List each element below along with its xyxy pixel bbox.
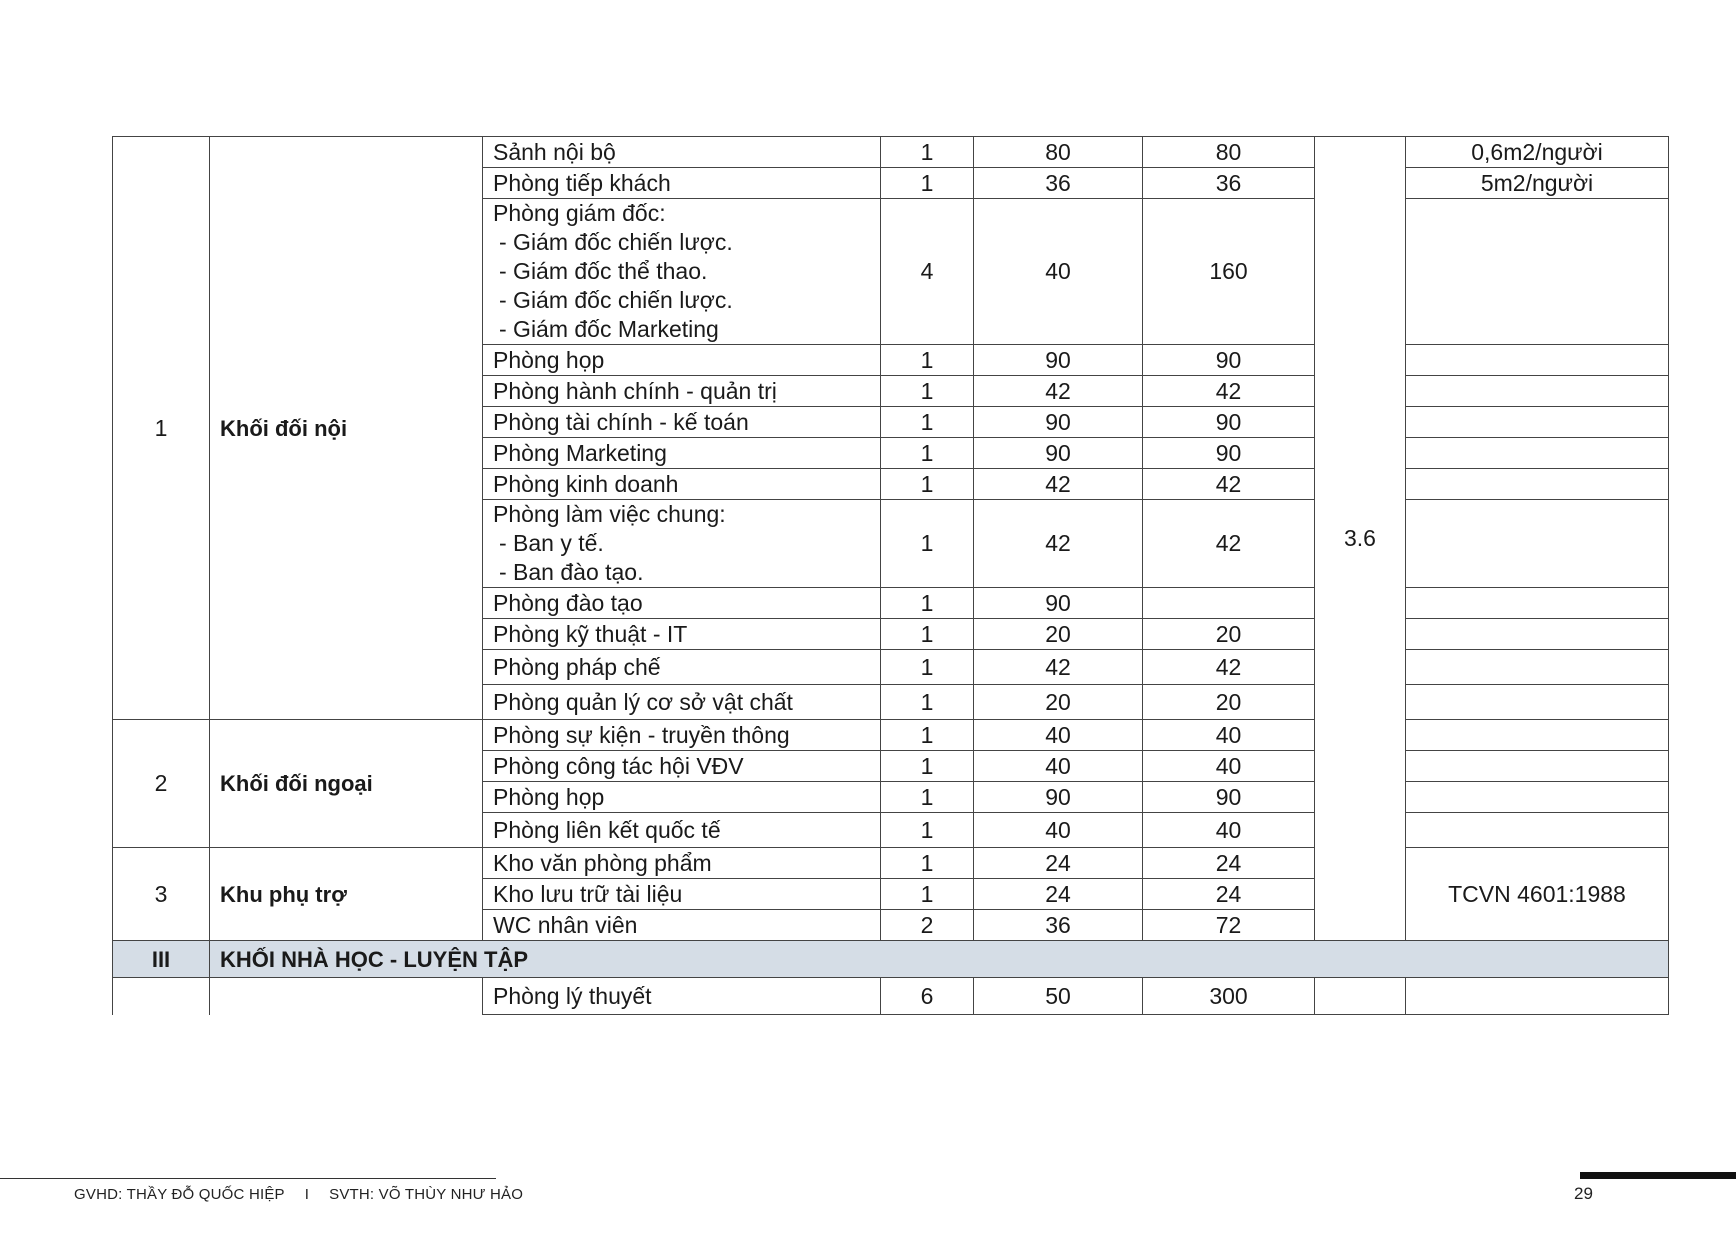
room-sub-item: - Ban đào tạo. [499,559,644,585]
room-name [483,407,881,438]
room-name-text: Phòng tài chính - kế toán [493,408,749,435]
room-name [483,588,881,619]
room-quantity: 2 [881,910,974,941]
table-body [113,137,1669,1015]
room-name-text: Phòng pháp chế [493,653,661,680]
room-note [1406,199,1669,345]
footer-advisor: GVHD: THẦY ĐỖ QUỐC HIỆP [74,1186,285,1203]
room-total-area: 24 [1143,848,1315,879]
room-total-area: 90 [1143,407,1315,438]
room-note [1406,813,1669,848]
room-quantity: 6 [881,978,974,1015]
room-quantity: 1 [881,376,974,407]
room-total-area: 42 [1143,376,1315,407]
room-name-text: Phòng sự kiện - truyền thông [493,721,790,748]
room-name [483,199,881,345]
room-total-area: 42 [1143,650,1315,685]
room-total-area: 40 [1143,813,1315,848]
room-note [1406,650,1669,685]
room-quantity: 1 [881,500,974,588]
table-row [113,137,1669,168]
room-name-text: Phòng tiếp khách [493,169,671,196]
room-area: 90 [974,407,1143,438]
room-area: 40 [974,720,1143,751]
room-note [1406,588,1669,619]
room-quantity: 1 [881,619,974,650]
room-name [483,469,881,500]
room-name-text: Phòng làm việc chung: [493,501,726,527]
room-name [483,137,881,168]
room-name [483,376,881,407]
room-name [483,879,881,910]
room-name-text: Phòng họp [493,783,605,810]
room-area: 42 [974,376,1143,407]
room-note [1406,345,1669,376]
room-total-area: 90 [1143,345,1315,376]
room-name-text: Kho văn phòng phẩm [493,849,712,876]
room-total-area: 24 [1143,879,1315,910]
room-total-area: 42 [1143,469,1315,500]
room-quantity: 1 [881,813,974,848]
room-note [1406,376,1669,407]
room-total-area: 36 [1143,168,1315,199]
room-name-text: Phòng hành chính - quản trị [493,377,777,404]
room-name-text: Phòng giám đốc: [493,200,666,226]
room-quantity: 1 [881,650,974,685]
group-name: Khối đối ngoại [210,720,483,848]
room-note: 5m2/người [1406,168,1669,199]
room-name: Phòng lý thuyết [483,978,881,1015]
room-name [483,848,881,879]
room-name-text: Phòng đào tạo [493,589,643,616]
room-sub-item: - Giám đốc thể thao. [499,258,708,284]
space-program-table [112,136,1669,1015]
room-area: 24 [974,879,1143,910]
room-name [483,345,881,376]
room-area: 90 [974,588,1143,619]
footer-credits [74,1186,523,1203]
room-name [483,438,881,469]
room-name-text: WC nhân viên [493,911,638,938]
room-name [483,782,881,813]
room-area: 40 [974,751,1143,782]
room-area: 42 [974,650,1143,685]
room-area: 40 [974,813,1143,848]
room-quantity: 1 [881,685,974,720]
section-title: KHỐI NHÀ HỌC - LUYỆN TẬP [210,941,1669,978]
room-name [483,685,881,720]
room-name [483,619,881,650]
room-total-area: 20 [1143,619,1315,650]
group-number: 3 [113,848,210,941]
room-area: 42 [974,469,1143,500]
room-total-area: 40 [1143,720,1315,751]
footer-accent-bar [1580,1172,1736,1179]
group-note: TCVN 4601:1988 [1406,848,1669,941]
room-note [1406,438,1669,469]
room-quantity: 1 [881,168,974,199]
room-area: 50 [974,978,1143,1015]
room-total-area: 300 [1143,978,1315,1015]
section-row [113,941,1669,978]
room-name [483,720,881,751]
room-note [1406,978,1669,1015]
room-note [1406,751,1669,782]
room-name-text: Phòng họp [493,346,605,373]
room-name-text: Phòng quản lý cơ sở vật chất [493,688,793,715]
group-name [210,978,483,1015]
room-total-area: 40 [1143,751,1315,782]
room-quantity: 1 [881,345,974,376]
room-total-area: 90 [1143,438,1315,469]
room-name-text: Kho lưu trữ tài liệu [493,880,683,907]
group-number [113,978,210,1015]
room-quantity: 1 [881,879,974,910]
room-name [483,650,881,685]
room-name [483,168,881,199]
room-quantity: 1 [881,751,974,782]
room-note [1406,619,1669,650]
room-note [1406,720,1669,751]
room-area: 90 [974,782,1143,813]
room-quantity: 1 [881,588,974,619]
room-name [483,751,881,782]
room-name-text: Phòng Marketing [493,439,667,466]
room-total-area: 20 [1143,685,1315,720]
room-name-text: Phòng công tác hội VĐV [493,752,744,779]
room-quantity: 1 [881,469,974,500]
room-sub-item: - Giám đốc Marketing [499,316,719,342]
footer-divider [0,1178,496,1179]
room-area: 90 [974,438,1143,469]
room-name-text: Phòng kinh doanh [493,470,679,497]
floor-height: 3.6 [1315,137,1406,941]
floor-height [1315,978,1406,1015]
room-area: 20 [974,685,1143,720]
room-name [483,813,881,848]
room-note [1406,685,1669,720]
room-total-area [1143,588,1315,619]
room-area: 20 [974,619,1143,650]
group-number: 1 [113,137,210,720]
room-area: 40 [974,199,1143,345]
room-quantity: 1 [881,782,974,813]
room-area: 24 [974,848,1143,879]
room-sub-item: - Giám đốc chiến lược. [499,287,733,313]
room-total-area: 90 [1143,782,1315,813]
room-name-text: Phòng liên kết quốc tế [493,816,721,843]
group-number: 2 [113,720,210,848]
room-quantity: 1 [881,438,974,469]
room-quantity: 1 [881,848,974,879]
group-name: Khu phụ trợ [210,848,483,941]
group-name: Khối đối nội [210,137,483,720]
room-note [1406,782,1669,813]
room-area: 80 [974,137,1143,168]
room-total-area: 160 [1143,199,1315,345]
room-total-area: 72 [1143,910,1315,941]
room-name [483,910,881,941]
room-name [483,500,881,588]
room-sub-item: - Ban y tế. [499,530,604,556]
room-name-text: Sảnh nội bộ [493,138,616,165]
room-area: 90 [974,345,1143,376]
room-total-area: 42 [1143,500,1315,588]
table-row [113,978,1669,1015]
room-quantity: 1 [881,407,974,438]
section-number: III [113,941,210,978]
room-note [1406,469,1669,500]
room-area: 36 [974,910,1143,941]
room-note [1406,500,1669,588]
room-area: 36 [974,168,1143,199]
room-quantity: 1 [881,137,974,168]
room-note: 0,6m2/người [1406,137,1669,168]
table-row [113,720,1669,751]
room-name-text: Phòng kỹ thuật - IT [493,620,688,647]
room-note [1406,407,1669,438]
footer-student: SVTH: VÕ THÙY NHƯ HẢO [329,1186,524,1203]
footer-separator: I [304,1186,310,1203]
room-quantity: 4 [881,199,974,345]
room-area: 42 [974,500,1143,588]
room-quantity: 1 [881,720,974,751]
table-row [113,848,1669,879]
room-sub-item: - Giám đốc chiến lược. [499,229,733,255]
page-number: 29 [1574,1184,1593,1203]
room-total-area: 80 [1143,137,1315,168]
